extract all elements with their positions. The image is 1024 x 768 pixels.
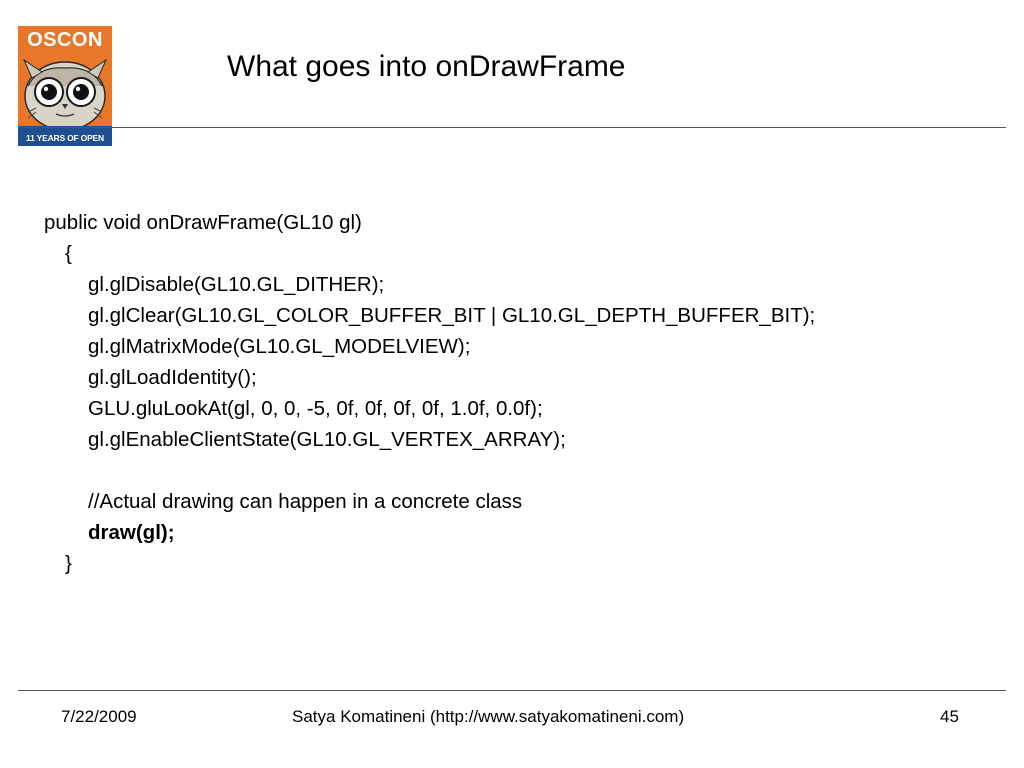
code-line: { — [65, 242, 72, 265]
footer-date: 7/22/2009 — [61, 707, 137, 726]
code-line: public void onDrawFrame(GL10 gl) — [44, 211, 362, 234]
code-line: GLU.gluLookAt(gl, 0, 0, -5, 0f, 0f, 0f, 0f, 1.0f, 0.0f); — [88, 397, 543, 420]
title-divider — [18, 127, 1006, 128]
code-line: gl.glMatrixMode(GL10.GL_MODELVIEW); — [88, 335, 471, 358]
code-line: gl.glLoadIdentity(); — [88, 366, 257, 389]
code-line — [44, 455, 815, 486]
code-line: gl.glEnableClientState(GL10.GL_VERTEX_ARRAY); — [88, 428, 566, 451]
code-block — [44, 207, 815, 579]
page-number: 45 — [940, 707, 959, 726]
footer-divider — [18, 690, 1006, 691]
code-line: gl.glClear(GL10.GL_COLOR_BUFFER_BIT | GL10.GL_DEPTH_BUFFER_BIT); — [88, 304, 816, 327]
logo-title: OSCON — [27, 29, 103, 51]
footer-author: Satya Komatineni (http://www.satyakomatineni.com) — [292, 707, 685, 726]
slide-title: What goes into onDrawFrame — [227, 50, 626, 83]
code-line: } — [65, 552, 72, 575]
code-line: draw(gl); — [88, 521, 175, 544]
logo-subtitle: 11 YEARS OF OPEN — [26, 133, 104, 143]
code-line: //Actual drawing can happen in a concrete class — [88, 490, 523, 513]
oscon-logo — [18, 26, 112, 146]
code-line: gl.glDisable(GL10.GL_DITHER); — [88, 273, 385, 296]
